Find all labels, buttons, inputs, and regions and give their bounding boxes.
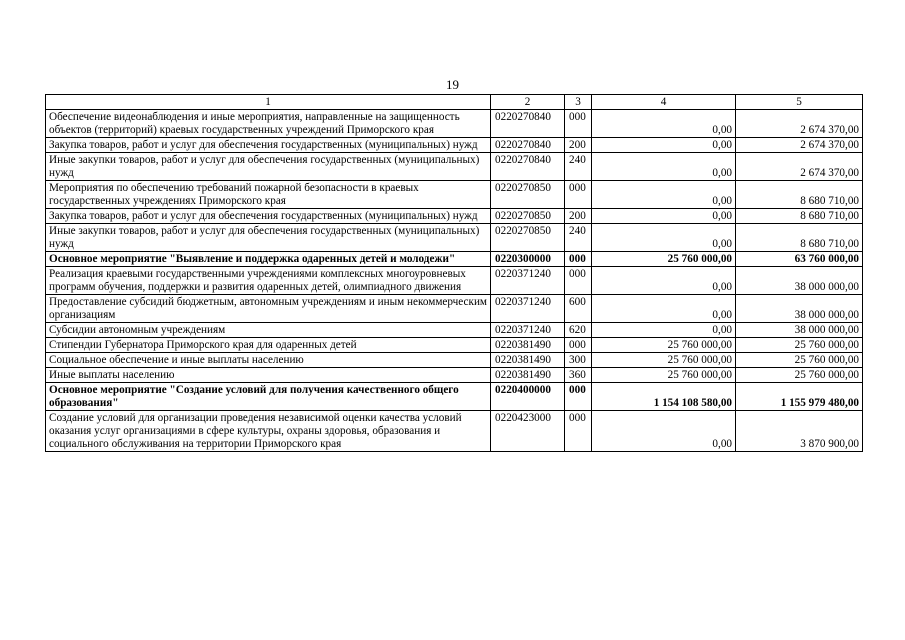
table-row <box>46 209 863 224</box>
row-name-cell: Иные закупки товаров, работ и услуг для обеспечения государственных (муниципальных) нужд <box>46 153 491 181</box>
row-code-cell: 0220270840 <box>491 153 565 181</box>
row-name-cell: Основное мероприятие "Создание условий для получения качественного общего образования" <box>46 383 491 411</box>
row-col4-value: 1 154 108 580,00 <box>592 383 736 411</box>
table-row <box>46 368 863 383</box>
row-col5-value: 38 000 000,00 <box>736 323 863 338</box>
row-name-cell: Иные закупки товаров, работ и услуг для обеспечения государственных (муниципальных) нужд <box>46 224 491 252</box>
row-col4-value: 25 760 000,00 <box>592 252 736 267</box>
table-row <box>46 181 863 209</box>
row-code-cell: 0220371240 <box>491 295 565 323</box>
row-type-cell: 000 <box>565 267 592 295</box>
row-col5-value: 38 000 000,00 <box>736 267 863 295</box>
page-number: 19 <box>446 77 459 92</box>
table-row <box>46 267 863 295</box>
row-name-cell: Иные выплаты населению <box>46 368 491 383</box>
row-name-cell: Обеспечение видеонаблюдения и иные мероприятия, направленные на защищенность объектов (территорий) краевых государственных учреждений Приморского края <box>46 110 491 138</box>
row-name-cell: Мероприятия по обеспечению требований пожарной безопасности в краевых государственных учреждениях Приморского края <box>46 181 491 209</box>
row-col4-value: 0,00 <box>592 267 736 295</box>
row-name-cell: Предоставление субсидий бюджетным, автономным учреждениям и иным некоммерческим организациям <box>46 295 491 323</box>
column-header: 2 <box>491 95 565 110</box>
row-col4-value: 0,00 <box>592 209 736 224</box>
row-name-cell: Создание условий для организации проведения независимой оценки качества условий оказания услуг организациями в сфере культуры, охраны здоровья, образования и социального обслуживания на территории Приморского края <box>46 411 491 452</box>
row-col5-value: 25 760 000,00 <box>736 353 863 368</box>
row-code-cell: 0220270840 <box>491 110 565 138</box>
row-col4-value: 0,00 <box>592 181 736 209</box>
row-col5-value: 63 760 000,00 <box>736 252 863 267</box>
row-type-cell: 200 <box>565 209 592 224</box>
row-code-cell: 0220400000 <box>491 383 565 411</box>
row-col4-value: 0,00 <box>592 153 736 181</box>
row-code-cell: 0220423000 <box>491 411 565 452</box>
table-row <box>46 110 863 138</box>
row-type-cell: 600 <box>565 295 592 323</box>
row-code-cell: 0220371240 <box>491 267 565 295</box>
row-type-cell: 620 <box>565 323 592 338</box>
row-type-cell: 360 <box>565 368 592 383</box>
row-name-cell: Основное мероприятие "Выявление и поддержка одаренных детей и молодежи" <box>46 252 491 267</box>
row-col4-value: 25 760 000,00 <box>592 353 736 368</box>
row-type-cell: 200 <box>565 138 592 153</box>
table-row <box>46 138 863 153</box>
row-col4-value: 25 760 000,00 <box>592 368 736 383</box>
table-row <box>46 383 863 411</box>
row-type-cell: 000 <box>565 252 592 267</box>
row-code-cell: 0220270850 <box>491 209 565 224</box>
row-code-cell: 0220300000 <box>491 252 565 267</box>
column-header: 4 <box>592 95 736 110</box>
row-name-cell: Реализация краевыми государственными учреждениями комплексных многоуровневых программ обучения, поддержки и развития одаренных детей, олимпиадного движения <box>46 267 491 295</box>
row-col5-value: 1 155 979 480,00 <box>736 383 863 411</box>
row-type-cell: 000 <box>565 383 592 411</box>
table-row <box>46 353 863 368</box>
row-col4-value: 0,00 <box>592 323 736 338</box>
row-code-cell: 0220381490 <box>491 368 565 383</box>
table-row <box>46 224 863 252</box>
row-col5-value: 8 680 710,00 <box>736 181 863 209</box>
row-col5-value: 8 680 710,00 <box>736 224 863 252</box>
row-code-cell: 0220270840 <box>491 138 565 153</box>
row-type-cell: 000 <box>565 181 592 209</box>
row-col5-value: 25 760 000,00 <box>736 338 863 353</box>
row-col5-value: 2 674 370,00 <box>736 138 863 153</box>
row-col5-value: 2 674 370,00 <box>736 153 863 181</box>
row-name-cell: Социальное обеспечение и иные выплаты населению <box>46 353 491 368</box>
row-col4-value: 25 760 000,00 <box>592 338 736 353</box>
row-type-cell: 240 <box>565 153 592 181</box>
row-col5-value: 25 760 000,00 <box>736 368 863 383</box>
row-col5-value: 3 870 900,00 <box>736 411 863 452</box>
table-row <box>46 411 863 452</box>
row-col4-value: 0,00 <box>592 411 736 452</box>
row-type-cell: 300 <box>565 353 592 368</box>
row-name-cell: Закупка товаров, работ и услуг для обеспечения государственных (муниципальных) нужд <box>46 138 491 153</box>
row-col5-value: 2 674 370,00 <box>736 110 863 138</box>
row-type-cell: 240 <box>565 224 592 252</box>
table-row <box>46 338 863 353</box>
row-name-cell: Субсидии автономным учреждениям <box>46 323 491 338</box>
row-col4-value: 0,00 <box>592 110 736 138</box>
row-code-cell: 0220371240 <box>491 323 565 338</box>
table-row <box>46 153 863 181</box>
column-header: 1 <box>46 95 491 110</box>
row-code-cell: 0220270850 <box>491 224 565 252</box>
row-col5-value: 8 680 710,00 <box>736 209 863 224</box>
row-name-cell: Закупка товаров, работ и услуг для обеспечения государственных (муниципальных) нужд <box>46 209 491 224</box>
table-row <box>46 323 863 338</box>
column-header: 3 <box>565 95 592 110</box>
row-name-cell: Стипендии Губернатора Приморского края для одаренных детей <box>46 338 491 353</box>
table-row <box>46 295 863 323</box>
row-type-cell: 000 <box>565 110 592 138</box>
table-row <box>46 252 863 267</box>
row-code-cell: 0220381490 <box>491 353 565 368</box>
row-code-cell: 0220270850 <box>491 181 565 209</box>
row-col4-value: 0,00 <box>592 295 736 323</box>
budget-table <box>45 94 863 452</box>
column-header: 5 <box>736 95 863 110</box>
row-type-cell: 000 <box>565 411 592 452</box>
row-col5-value: 38 000 000,00 <box>736 295 863 323</box>
table-header-row <box>46 95 863 110</box>
row-code-cell: 0220381490 <box>491 338 565 353</box>
row-type-cell: 000 <box>565 338 592 353</box>
row-col4-value: 0,00 <box>592 138 736 153</box>
row-col4-value: 0,00 <box>592 224 736 252</box>
